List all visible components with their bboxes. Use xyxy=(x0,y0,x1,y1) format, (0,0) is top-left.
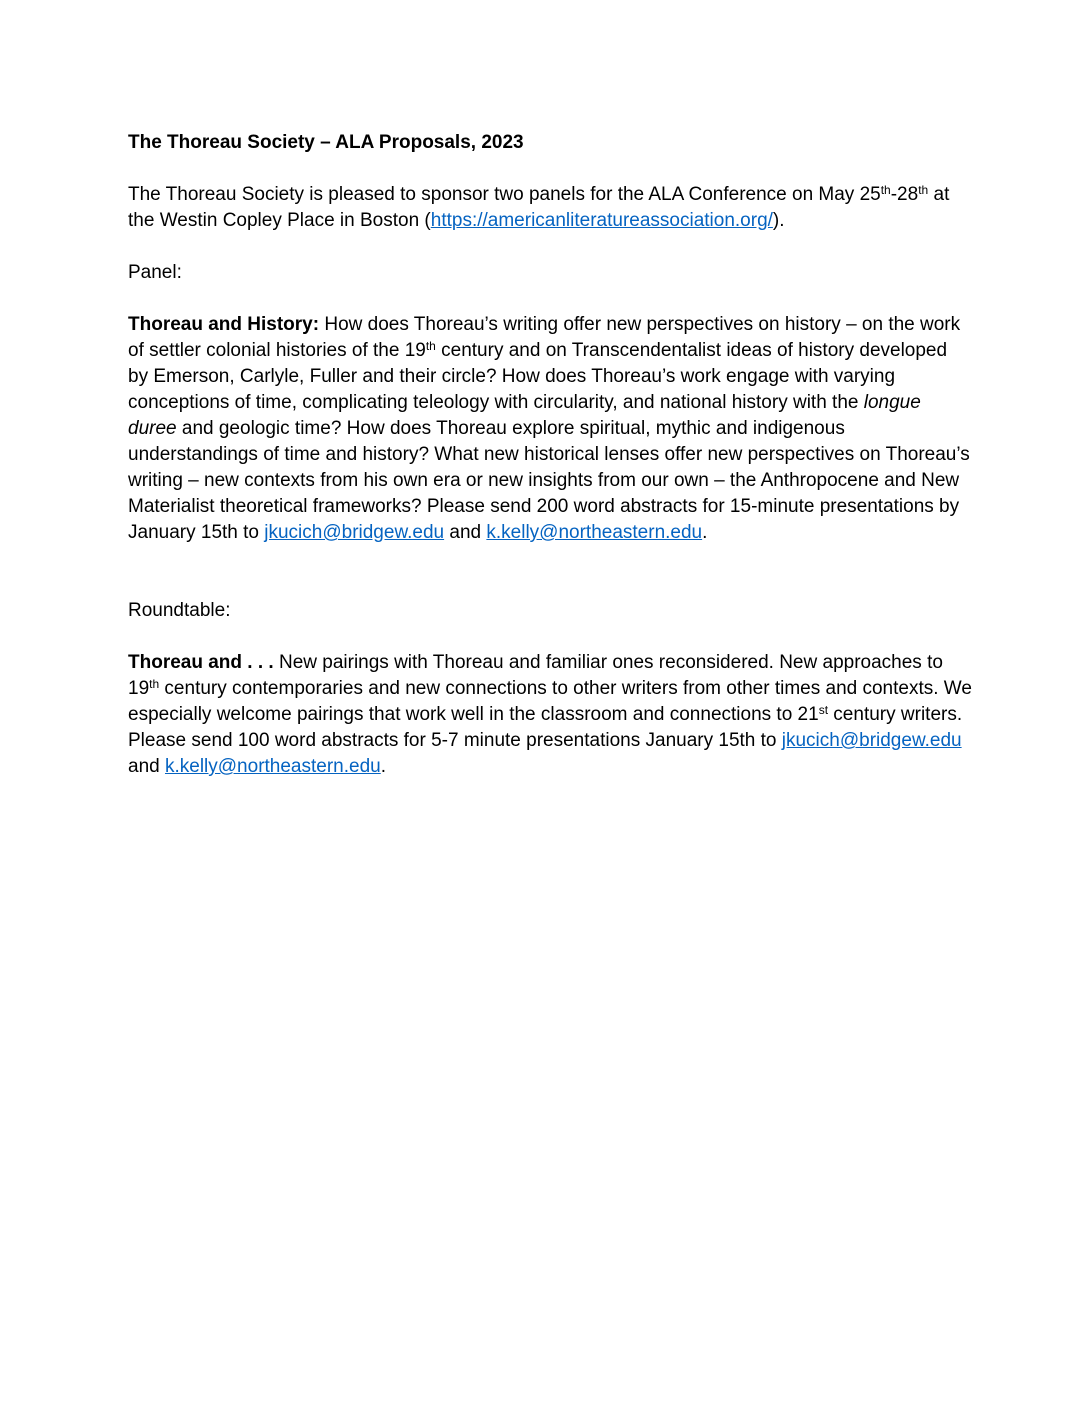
text-run: . xyxy=(380,756,387,777)
text-run: and xyxy=(444,522,487,543)
text-run: New pairings with Thoreau and familiar ones reconsidered. New approaches to 19 xyxy=(128,652,943,699)
hyperlink[interactable]: jkucich@bridgew.edu xyxy=(781,730,962,751)
superscript-text: th xyxy=(918,183,929,197)
superscript-text: th xyxy=(880,183,891,197)
panel-label: Panel: xyxy=(128,262,182,283)
text-run: The Thoreau Society is pleased to sponsor two panels for the ALA Conference on May 25 xyxy=(128,184,881,205)
text-run: longue duree xyxy=(128,392,921,439)
panel-description-paragraph xyxy=(128,312,972,546)
hyperlink[interactable]: jkucich@bridgew.edu xyxy=(264,522,445,543)
text-run: . xyxy=(702,522,708,543)
hyperlink[interactable]: https://americanliteratureassociation.org/ xyxy=(430,210,773,231)
text-run: How does Thoreau’s writing offer new perspectives on history – on the work of settler colonial histories of the 19 xyxy=(128,314,961,361)
roundtable-description-paragraph xyxy=(128,650,972,780)
text-run: and xyxy=(128,756,165,777)
text-run: ). xyxy=(772,210,785,231)
text-run: century writers. Please send 100 word abstracts for 5-7 minute presentations January 15th to xyxy=(128,704,963,751)
text-run: Thoreau and . . . xyxy=(128,652,279,673)
text-run: and geologic time? How does Thoreau explore spiritual, mythic and indigenous understandings of time and history? What new historical lenses offer new perspectives on Thoreau’s writing – new contexts from his own era or new insights from our own – the Anthropocene and New Materialist theoretical frameworks? Please send 200 word abstracts for 15-minute presentations by January 15th to xyxy=(128,418,970,543)
superscript-text: st xyxy=(818,703,829,717)
text-run: century contemporaries and new connections to other writers from other times and contexts. We especially welcome pairings that work well in the classroom and connections to 21 xyxy=(128,678,972,725)
text-run: -28 xyxy=(890,184,919,205)
superscript-text: th xyxy=(425,339,436,353)
text-run: century and on Transcendentalist ideas of history developed by Emerson, Carlyle, Fuller and their circle? How does Thoreau’s work engage with varying conceptions of time, complicating teleology with circularity, and national history with the xyxy=(128,340,948,413)
hyperlink[interactable]: k.kelly@northeastern.edu xyxy=(486,522,703,543)
text-run: at the Westin Copley Place in Boston ( xyxy=(128,184,950,231)
superscript-text: th xyxy=(149,677,160,691)
hyperlink[interactable]: k.kelly@northeastern.edu xyxy=(164,756,381,777)
document-title: The Thoreau Society – ALA Proposals, 2023 xyxy=(128,132,524,153)
text-run: Thoreau and History: xyxy=(128,314,325,335)
roundtable-label: Roundtable: xyxy=(128,600,231,621)
intro-paragraph xyxy=(128,182,972,234)
